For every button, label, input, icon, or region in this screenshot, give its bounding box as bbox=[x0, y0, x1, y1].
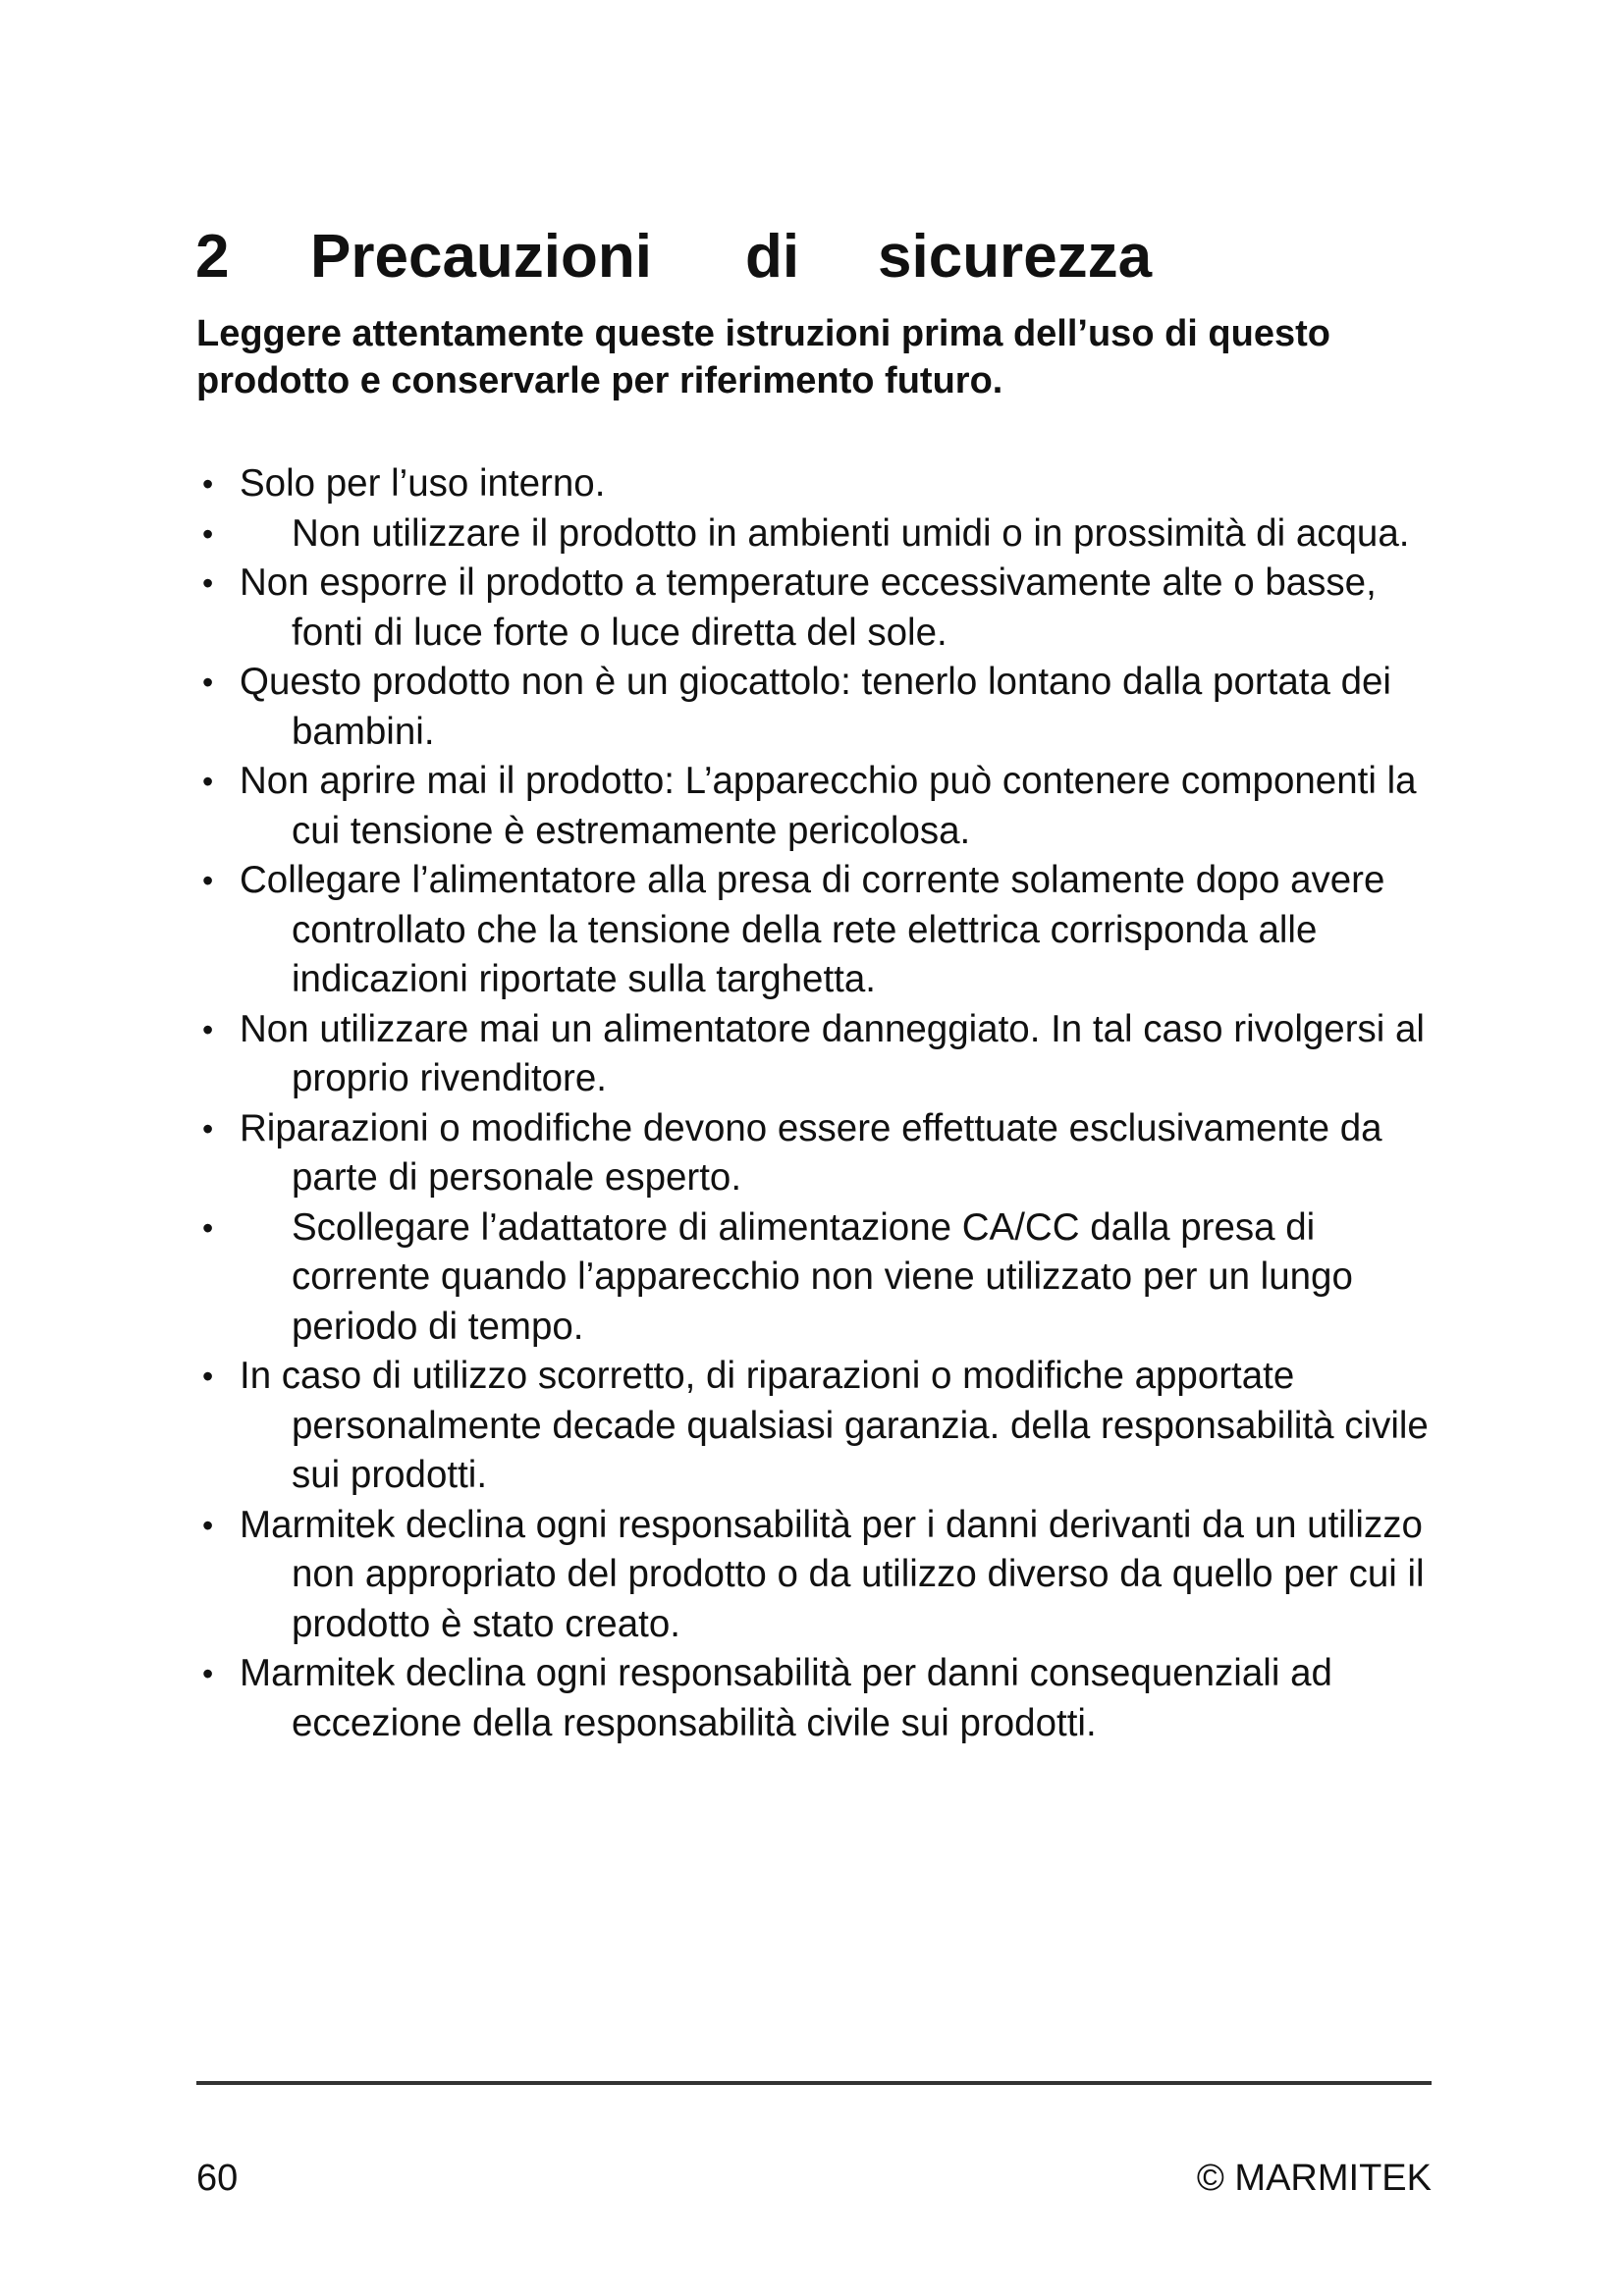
list-item-text: Solo per l’uso interno. bbox=[240, 462, 606, 505]
list-item-continuation: consequenziali ad eccezione della responsabilità civile sui prodotti. bbox=[292, 1652, 1332, 1744]
list-item bbox=[196, 559, 1443, 658]
bullet-icon: • bbox=[202, 565, 214, 601]
list-item-continuation: componenti la cui tensione è estremamente pericolosa. bbox=[292, 760, 1417, 852]
list-item bbox=[196, 509, 1443, 560]
list-item-text: Questo prodotto non è un giocattolo: tenerlo lontano dalla bbox=[240, 661, 1214, 703]
heading-word-di: di bbox=[745, 223, 800, 291]
list-item-continuation: basse, fonti di luce forte o luce diretta del sole. bbox=[292, 561, 1377, 654]
list-item bbox=[196, 1649, 1443, 1748]
footer-divider bbox=[196, 2081, 1432, 2085]
list-item-text: In caso di utilizzo scorretto, di riparazioni o modifiche bbox=[240, 1355, 1135, 1397]
bullet-icon: • bbox=[202, 665, 214, 700]
bullet-icon: • bbox=[202, 515, 214, 552]
list-item bbox=[196, 1104, 1443, 1203]
heading-word-precauzioni: Precauzioni bbox=[310, 223, 652, 291]
bullet-icon: • bbox=[202, 466, 214, 502]
heading-word-sicurezza: sicurezza bbox=[878, 223, 1153, 291]
bullet-icon: • bbox=[202, 764, 214, 799]
list-item bbox=[196, 1352, 1443, 1501]
list-item-text: Non aprire mai il prodotto: L’apparecchio può contenere bbox=[240, 760, 1181, 802]
list-item-continuation: corrente quando l’apparecchio non viene utilizzato per un lungo periodo di tempo. bbox=[292, 1255, 1353, 1348]
list-item-text: Non utilizzare il prodotto in ambienti umidi o in prossimità di bbox=[292, 511, 1296, 555]
bullet-icon: • bbox=[202, 1011, 214, 1047]
section-number: 2 bbox=[195, 223, 230, 291]
list-item-continuation: apportate personalmente decade qualsiasi garanzia. della responsabilità civile sui prodotti. bbox=[292, 1355, 1429, 1496]
copyright-notice: © MARMITEK bbox=[1196, 2158, 1432, 2199]
list-item-text: Non esporre il prodotto a temperature eccessivamente alte o bbox=[240, 561, 1266, 604]
section-heading bbox=[195, 218, 1177, 296]
page-number: 60 bbox=[196, 2158, 239, 2199]
bullet-icon: • bbox=[202, 1110, 214, 1147]
safety-precautions-list bbox=[196, 459, 1443, 1748]
list-item bbox=[196, 1501, 1443, 1650]
list-item bbox=[196, 1005, 1443, 1104]
list-item-text: Collegare l’alimentatore alla presa di corrente solamente bbox=[240, 859, 1196, 901]
list-item-continuation: rivolgersi al proprio rivenditore. bbox=[292, 1007, 1425, 1099]
list-item-continuation: acqua. bbox=[1295, 511, 1410, 555]
intro-paragraph: Leggere attentamente queste istruzioni prima dell’uso di questo prodotto e conservarle per riferimento futuro. bbox=[196, 313, 1330, 401]
list-item-text: Non utilizzare mai un alimentatore danneggiato. In tal caso bbox=[240, 1007, 1234, 1050]
bullet-icon: • bbox=[202, 1359, 214, 1394]
bullet-icon: • bbox=[202, 863, 214, 898]
list-item-text: Scollegare l’adattatore di alimentazione CA/CC dalla presa di bbox=[292, 1205, 1316, 1249]
bullet-icon: • bbox=[202, 1656, 214, 1691]
bullet-icon: • bbox=[202, 1209, 214, 1246]
list-item-continuation: un utilizzo non appropriato del prodotto o da utilizzo diverso da quello per cui il prodotto è stato creato. bbox=[292, 1503, 1425, 1645]
list-item bbox=[196, 459, 1443, 509]
list-item bbox=[196, 856, 1443, 1005]
list-item-text: Marmitek declina ogni responsabilità per danni bbox=[240, 1652, 1030, 1694]
list-item bbox=[196, 1203, 1443, 1353]
list-item bbox=[196, 757, 1443, 856]
list-item-continuation: esclusivamente da parte di personale esperto. bbox=[292, 1106, 1382, 1199]
list-item-continuation: dopo avere controllato che la tensione della rete elettrica corrisponda alle indicazioni riportate sulla targhetta. bbox=[292, 859, 1385, 1000]
bullet-icon: • bbox=[202, 1507, 214, 1543]
list-item-continuation: portata dei bambini. bbox=[292, 661, 1391, 753]
list-item-text: Riparazioni o modifiche devono essere effettuate bbox=[240, 1106, 1069, 1149]
list-item-text: Marmitek declina ogni responsabilità per i danni derivanti da bbox=[240, 1503, 1255, 1546]
list-item bbox=[196, 658, 1443, 757]
